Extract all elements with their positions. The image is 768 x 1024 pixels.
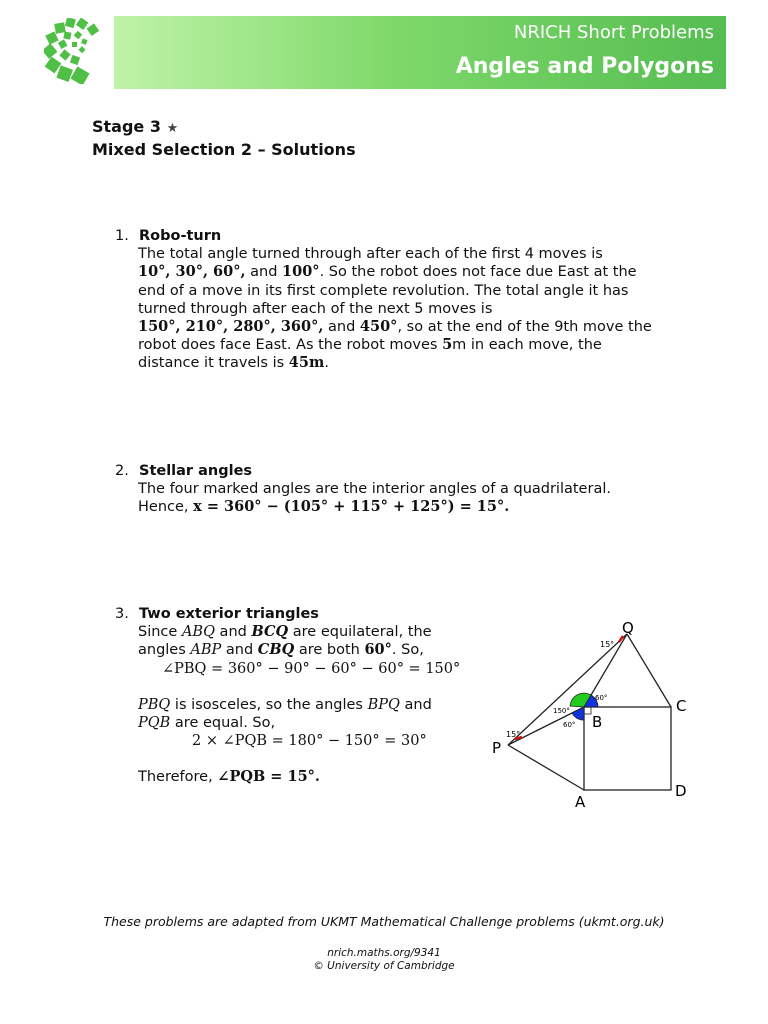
- problem-2: [115, 462, 675, 517]
- footer-info: [0, 947, 768, 973]
- problem-title: Stellar angles: [139, 463, 253, 479]
- stage-label: Stage 3: [92, 117, 161, 136]
- problem-title: Robo-turn: [139, 228, 222, 244]
- problem-number: 2.: [115, 463, 129, 479]
- problem-title: Two exterior triangles: [139, 606, 319, 622]
- problem-1: [115, 227, 675, 373]
- equation: ∠PBQ = 360° − 90° − 60° − 60° = 150°: [162, 660, 461, 677]
- label-C: C: [676, 697, 687, 715]
- nrich-logo-icon: [44, 18, 110, 84]
- equation: 2 × ∠PQB = 180° − 150° = 30°: [192, 733, 427, 750]
- problem-3: [115, 605, 485, 787]
- problem-1-solution: The total angle turned through after each of the first 4 moves is 10°, 30°, 60°, and 100°. So the robot does not face due East at the end of a move in its first complete revolution. The total angle it has turned through after each of the next 5 moves is 150°, 210°, 280°, 360°, and 450°, so at the end of the 9th move the robot does face East. As the robot moves 5m in each move, the distance it travels is 45m.: [138, 246, 652, 372]
- angle-arc-blue-2: [572, 707, 584, 720]
- right-angle-marker: [584, 707, 591, 714]
- stage-heading: [92, 116, 356, 160]
- problem-number: 1.: [115, 228, 129, 244]
- line-QC: [627, 634, 671, 707]
- footer-url[interactable]: nrich.maths.org/9341: [327, 947, 441, 959]
- header-banner: [114, 16, 726, 89]
- label-P: P: [492, 739, 502, 757]
- equation: x = 360° − (105° + 115° + 125°) = 15°.: [193, 498, 510, 516]
- angle-label-q15: 15°: [600, 640, 615, 649]
- angle-label-b150: 150°: [553, 707, 570, 715]
- problem-2-solution: The four marked angles are the interior angles of a quadrilateral. Hence, x = 360° − (105° + 115° + 125°) = 15°.: [138, 481, 611, 516]
- line-PA: [508, 745, 584, 790]
- label-Q: Q: [622, 619, 634, 637]
- label-B: B: [592, 713, 603, 731]
- star-icon: ★: [166, 121, 179, 136]
- label-A: A: [575, 793, 586, 811]
- angle-label-b60a: 60°: [595, 694, 608, 702]
- angle-label-b60b: 60°: [563, 721, 576, 729]
- header-title: Angles and Polygons: [455, 54, 714, 79]
- footer-copyright: © University of Cambridge: [313, 960, 455, 972]
- angle-label-p15: 15°: [506, 730, 521, 739]
- problem-number: 3.: [115, 606, 129, 622]
- footer-credit: These problems are adapted from UKMT Mathematical Challenge problems (ukmt.org.uk): [103, 914, 665, 929]
- geometry-diagram: [488, 615, 708, 815]
- header-subtitle: NRICH Short Problems: [513, 22, 714, 43]
- page-title: Mixed Selection 2 – Solutions: [92, 140, 356, 159]
- label-D: D: [675, 782, 687, 800]
- result: ∠PQB = 15°.: [217, 768, 320, 786]
- problem-3-solution: Since ABQ and BCQ are equilateral, the angles ABP and CBQ are both 60°. So, ∠PBQ = 360° − 90° − 60° − 60° = 150° PBQ is isosceles, so the angles BPQ and PQB are equal. So, 2 × ∠PQB = 180° − 150° = 30° Therefore, ∠PQB = 15°.: [138, 623, 485, 786]
